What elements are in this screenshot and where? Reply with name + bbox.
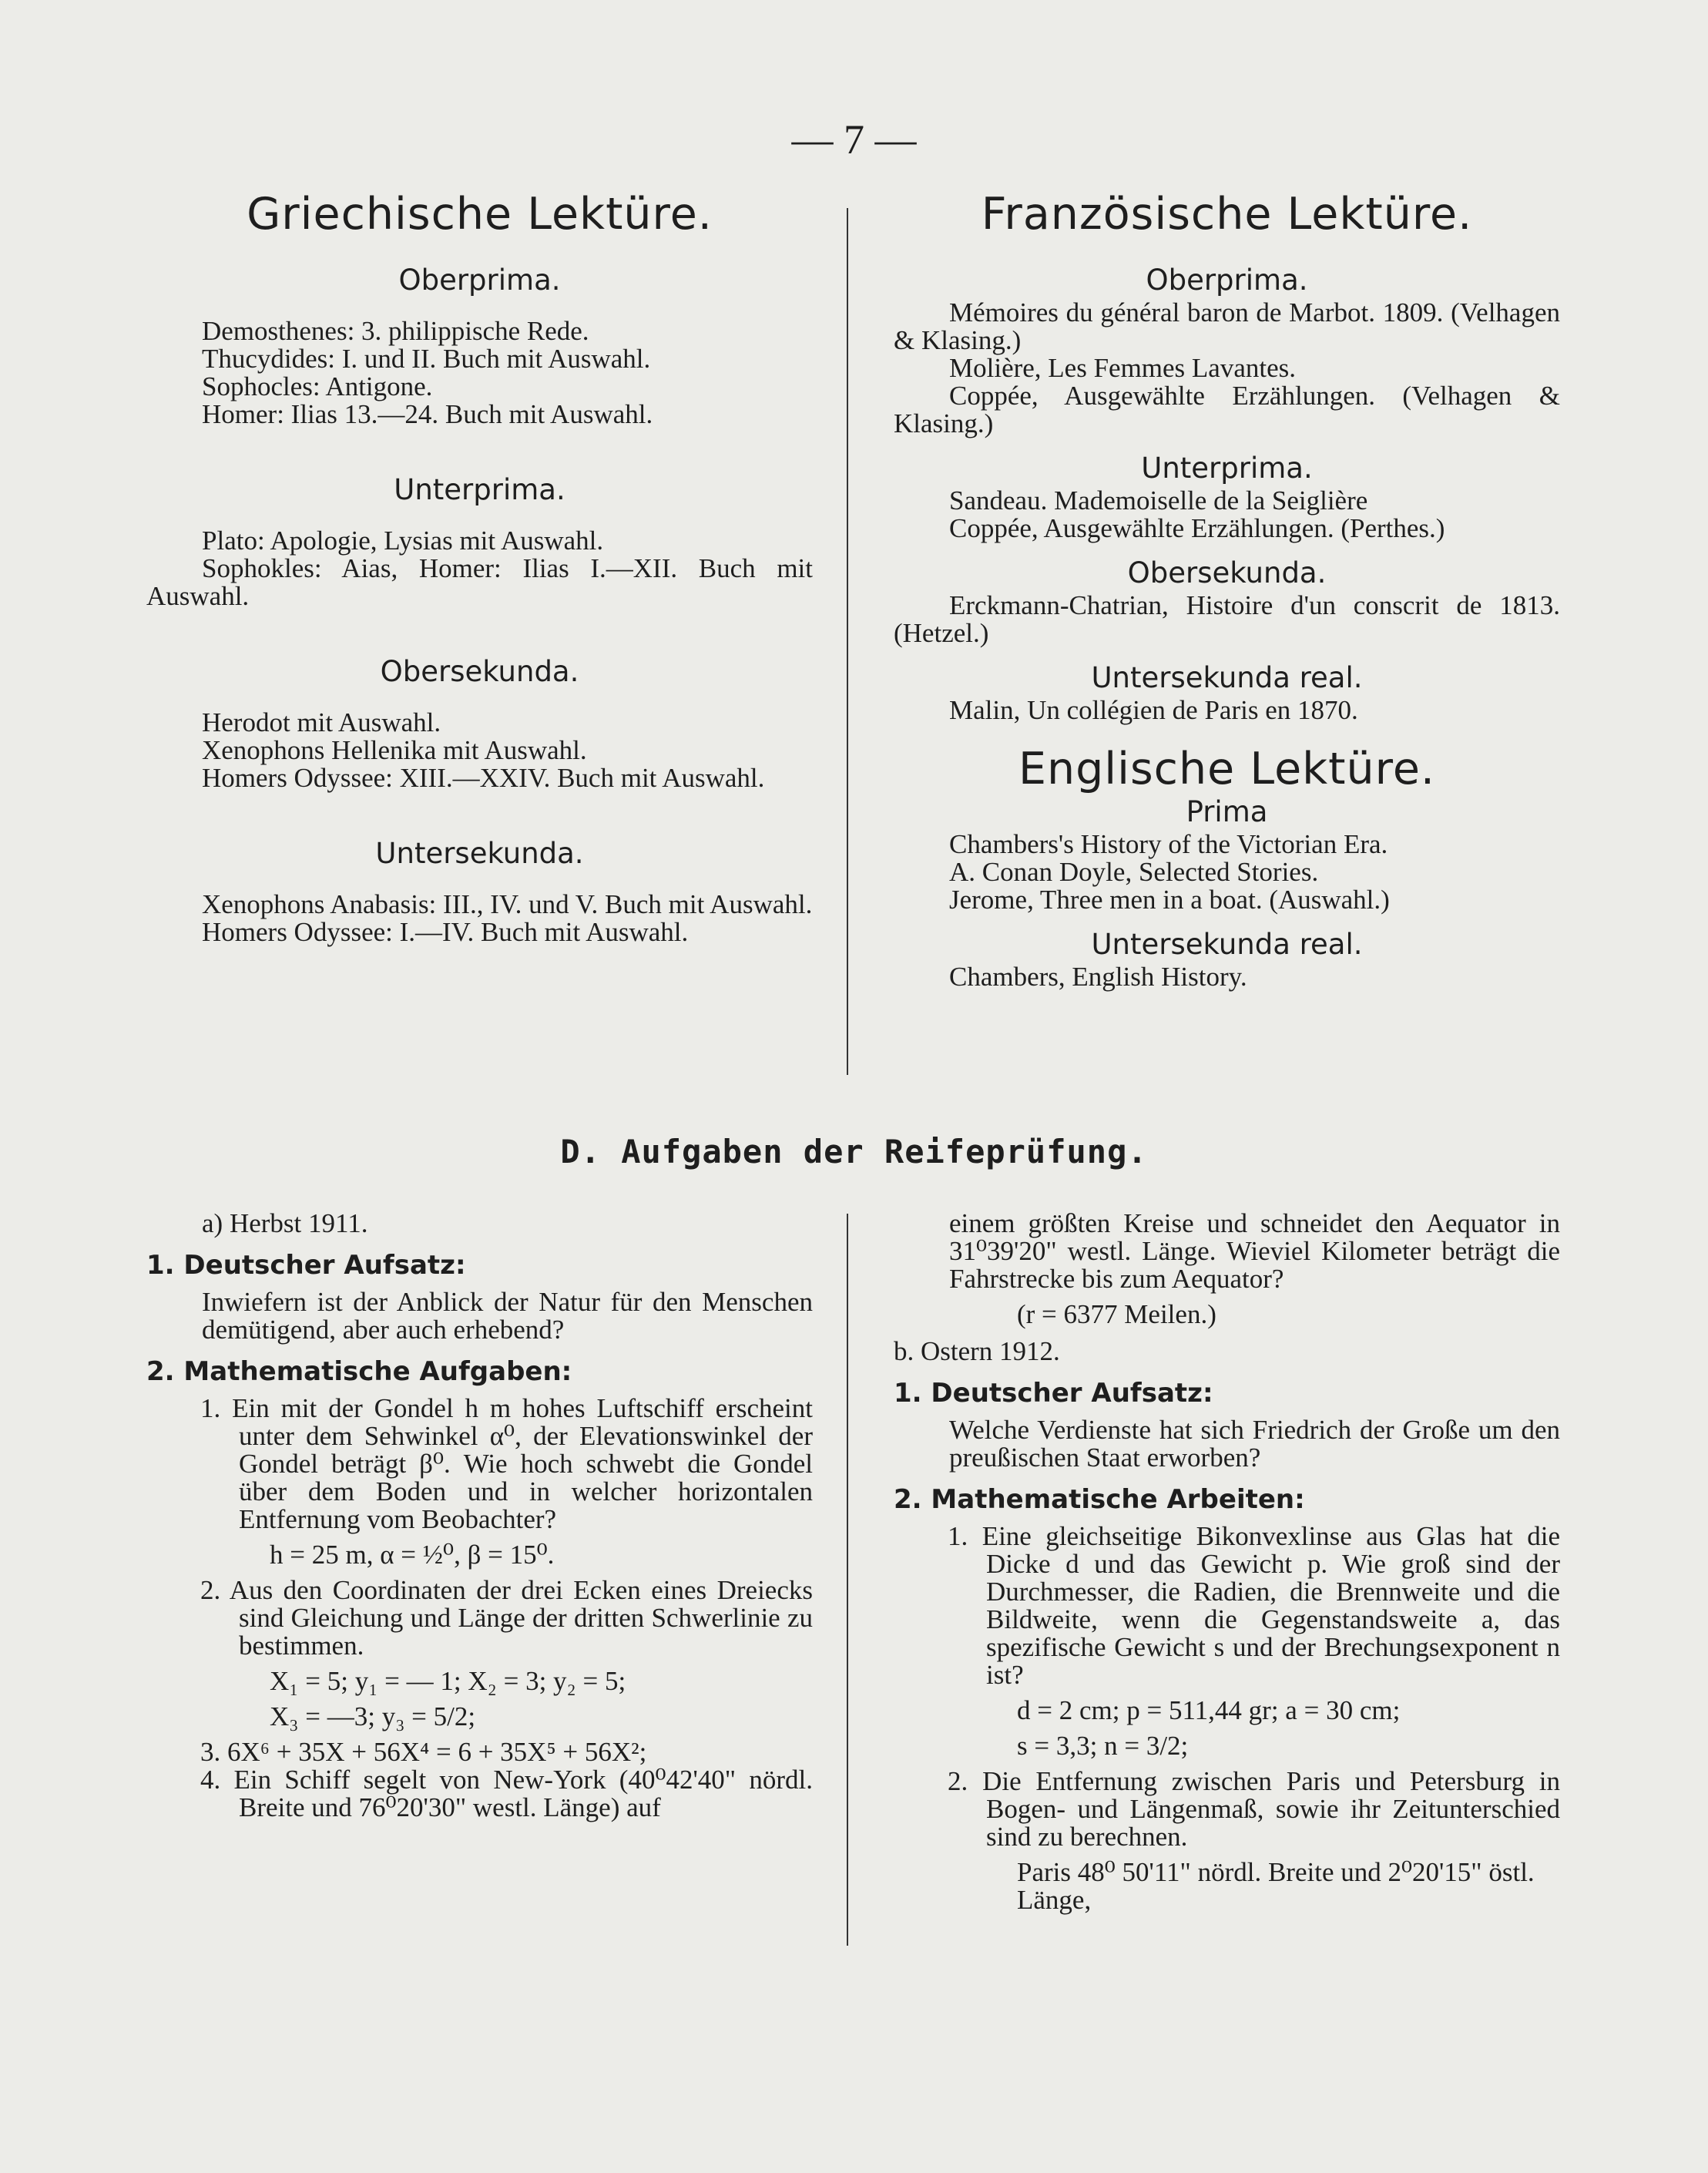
french-english-column (894, 189, 1560, 1008)
column-divider-top (847, 208, 848, 1075)
german-essay-text: Inwiefern ist der Anblick der Natur für den Menschen demütigend, aber auch erhebend? (202, 1287, 813, 1345)
reading-line: Plato: Apologie, Lysias mit Auswahl. (202, 526, 604, 556)
french-untersekunda-real (894, 661, 1560, 725)
reading-line: Sandeau. Mademoiselle de la Seiglière (949, 485, 1368, 516)
reading-line: Homers Odyssee: I.—IV. Buch mit Auswahl. (202, 917, 689, 947)
section-d-heading: D. Aufgaben der Reifeprüfung. (560, 1133, 1148, 1170)
french-title: Französische Lektüre. (981, 189, 1473, 240)
math-work-1-formula-2: s = 3,3; n = 3/2; (1017, 1731, 1189, 1761)
english-untersekunda-real (894, 928, 1560, 992)
greek-reading-column (146, 189, 813, 994)
math-task-1-formula: h = 25 m, α = ½⁰, β = 15⁰. (270, 1540, 555, 1570)
math-task-2-formula-2: X₃ = —3; y₃ = 5/2; (270, 1701, 476, 1731)
math-work-1-formula-1: d = 2 cm; p = 511,44 gr; a = 30 cm; (1017, 1695, 1401, 1725)
reading-line: Homers Odyssee: XIII.—XXIV. Buch mit Auswahl. (202, 763, 765, 793)
column-divider-bottom (847, 1214, 848, 1946)
english-prima (894, 795, 1560, 915)
section-heading: Obersekunda. (380, 655, 579, 688)
math-task-4: 4. Ein Schiff segelt von New-York (40⁰42'40" nördl. Breite und 76⁰20'30" westl. Länge) auf (200, 1765, 813, 1822)
page-number: — 7 — (791, 116, 917, 163)
reading-line: Sophocles: Antigone. (202, 371, 433, 401)
english-title: Englische Lektüre. (1018, 744, 1436, 794)
section-heading: Oberprima. (398, 264, 561, 297)
french-unterprima (894, 452, 1560, 543)
math-tasks-heading: 2. Mathematische Aufgaben: (146, 1356, 572, 1387)
reading-line: Mémoires du général baron de Marbot. 1809. (Velhagen & Klasing.) (894, 297, 1560, 355)
reading-line: Coppée, Ausgewählte Erzählungen. (Velhagen & Klasing.) (894, 381, 1560, 438)
greek-oberprima (146, 264, 813, 429)
autumn-label: a) Herbst 1911. (202, 1208, 368, 1238)
greek-title: Griechische Lektüre. (247, 189, 713, 240)
section-heading: Untersekunda real. (1091, 661, 1363, 694)
spring-1912-column (894, 1210, 1560, 1922)
math-task-4-formula: (r = 6377 Meilen.) (1017, 1299, 1216, 1329)
greek-unterprima (146, 473, 813, 611)
section-heading: Oberprima. (1146, 264, 1308, 297)
reading-line: Thucydides: I. und II. Buch mit Auswahl. (202, 344, 651, 374)
greek-untersekunda (146, 837, 813, 947)
german-essay-text-2: Welche Verdienste hat sich Friedrich der Große um den preußischen Staat erworben? (949, 1415, 1560, 1473)
math-task-4-continued: einem größten Kreise und schneidet den Aequator in 31⁰39'20" westl. Länge. Wieviel Kilometer beträgt die Fahrstrecke bis zum Aequator? (949, 1208, 1560, 1294)
spring-label: b. Ostern 1912. (894, 1336, 1060, 1366)
reading-line: Malin, Un collégien de Paris en 1870. (949, 695, 1358, 725)
french-obersekunda (894, 556, 1560, 648)
section-heading: Unterprima. (1141, 452, 1313, 485)
reading-line: Jerome, Three men in a boat. (Auswahl.) (949, 885, 1390, 915)
math-task-2: 2. Aus den Coordinaten der drei Ecken eines Dreiecks sind Gleichung und Länge der dritten Schwerlinie zu bestimmen. (200, 1575, 813, 1661)
math-task-1: 1. Ein mit der Gondel h m hohes Luftschiff erscheint unter dem Sehwinkel α⁰, der Elevationswinkel der Gondel beträgt β⁰. Wie hoch schwebt die Gondel über dem Boden und in welcher horizontalen Entfernung vom Beobachter? (200, 1393, 813, 1534)
section-heading: Obersekunda. (1127, 556, 1327, 589)
reading-line: Chambers's History of the Victorian Era. (949, 829, 1388, 859)
reading-line: Demosthenes: 3. philippische Rede. (202, 316, 589, 346)
section-heading: Prima (1186, 795, 1268, 828)
math-task-2-formula-1: X₁ = 5; y₁ = — 1; X₂ = 3; y₂ = 5; (270, 1666, 626, 1696)
reading-line: Homer: Ilias 13.—24. Buch mit Auswahl. (202, 399, 653, 429)
reading-line: Xenophons Hellenika mit Auswahl. (202, 735, 587, 765)
math-work-2: 2. Die Entfernung zwischen Paris und Petersburg in Bogen- und Längenmaß, sowie ihr Zeitunterschied sind zu berechnen. (948, 1766, 1560, 1852)
section-heading: Unterprima. (394, 473, 565, 506)
math-work-2-data: Paris 48⁰ 50'11" nördl. Breite und 2⁰20'15" östl. Länge, (1017, 1857, 1535, 1915)
french-oberprima (894, 264, 1560, 438)
reading-line: Herodot mit Auswahl. (202, 707, 441, 737)
reading-line: A. Conan Doyle, Selected Stories. (949, 857, 1319, 887)
reading-line: Xenophons Anabasis: III., IV. und V. Buch mit Auswahl. (202, 889, 813, 919)
section-heading: Untersekunda. (375, 837, 584, 870)
math-work-1: 1. Eine gleichseitige Bikonvexlinse aus Glas hat die Dicke d und das Gewicht p. Wie groß sind der Durchmesser, die Radien, die Brennweite und die Bildweite, wenn die Gegenstandsweite a, das spezifische Gewicht s und der Brechungsexponent n ist? (948, 1521, 1560, 1690)
greek-obersekunda (146, 655, 813, 793)
section-heading: Untersekunda real. (1091, 928, 1363, 961)
german-essay-heading-2: 1. Deutscher Aufsatz: (894, 1378, 1213, 1409)
math-works-heading: 2. Mathematische Arbeiten: (894, 1484, 1305, 1515)
autumn-1911-column (146, 1210, 813, 1822)
reading-line: Coppée, Ausgewählte Erzählungen. (Perthes.) (949, 513, 1445, 543)
math-task-3: 3. 6X⁶ + 35X + 56X⁴ = 6 + 35X⁵ + 56X²; (200, 1737, 647, 1767)
german-essay-heading: 1. Deutscher Aufsatz: (146, 1250, 466, 1281)
reading-line: Chambers, English History. (949, 962, 1247, 992)
reading-line: Molière, Les Femmes Lavantes. (949, 353, 1297, 383)
reading-line: Erckmann-Chatrian, Histoire d'un conscrit de 1813. (Hetzel.) (894, 590, 1560, 648)
reading-line: Sophokles: Aias, Homer: Ilias I.—XII. Buch mit Auswahl. (146, 553, 813, 611)
